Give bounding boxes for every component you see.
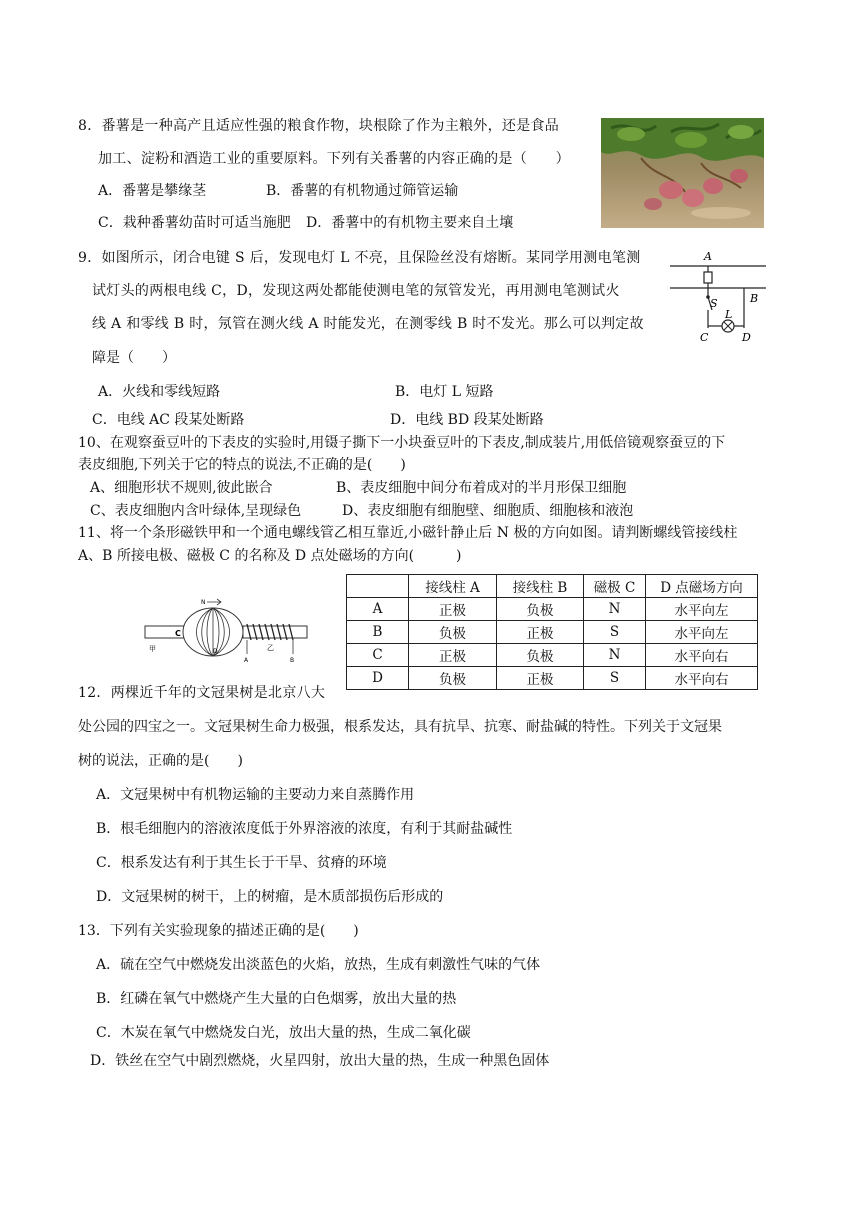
table-cell: 水平向右 bbox=[646, 644, 758, 667]
table-cell: 水平向左 bbox=[646, 621, 758, 644]
table-cell: N bbox=[584, 644, 646, 667]
magnet-solenoid-figure bbox=[143, 596, 311, 666]
table-row bbox=[347, 598, 758, 621]
table-cell bbox=[347, 575, 409, 598]
compass-label-n: N bbox=[201, 599, 206, 606]
circuit-label-b: B bbox=[750, 292, 759, 305]
table-cell: B bbox=[347, 621, 409, 644]
q12-line3: 树的说法，正确的是( ) bbox=[78, 753, 243, 769]
q8-option-d: D．番薯中的有机物主要来自土壤 bbox=[306, 215, 514, 231]
q13-option-c: C．木炭在氧气中燃烧发白光，放出大量的热，生成二氧化碳 bbox=[96, 1025, 471, 1041]
table-cell: S bbox=[584, 667, 646, 690]
q10-option-b: B、表皮细胞中间分布着成对的半月形保卫细胞 bbox=[336, 480, 627, 496]
table-cell: 磁极 C bbox=[584, 575, 646, 598]
q11-options-table bbox=[346, 574, 758, 690]
q10-option-d: D、表皮细胞有细胞壁、细胞质、细胞核和液泡 bbox=[342, 503, 634, 519]
table-row bbox=[347, 667, 758, 690]
q9-option-b: B．电灯 L 短路 bbox=[395, 384, 494, 400]
q9-line2: 试灯头的两根电线 C，D，发现这两处都能使测电笔的氖管发光，再用测电笔测试火 bbox=[92, 283, 620, 299]
q12-option-d: D．文冠果树的树干，上的树瘤，是木质部损伤后形成的 bbox=[96, 889, 444, 905]
pole-label-c: C bbox=[175, 629, 181, 638]
q13-option-d: D．铁丝在空气中剧烈燃烧，火星四射，放出大量的热，生成一种黑色固体 bbox=[90, 1053, 550, 1069]
terminal-label-b: B bbox=[290, 657, 295, 664]
circuit-label-s: S bbox=[710, 297, 718, 310]
table-cell: 正极 bbox=[409, 598, 497, 621]
q12-option-a: A．文冠果树中有机物运输的主要动力来自蒸腾作用 bbox=[96, 787, 415, 803]
table-cell: 负极 bbox=[497, 644, 584, 667]
table-cell: 正极 bbox=[409, 644, 497, 667]
table-cell: 正极 bbox=[497, 667, 584, 690]
q9-option-d: D．电线 BD 段某处断路 bbox=[390, 412, 544, 428]
q8-option-b: B．番薯的有机物通过筛管运输 bbox=[266, 183, 459, 199]
q9-line3: 线 A 和零线 B 时，氖管在测火线 A 时能发光，在测零线 B 时不发光。那么可以判定故 bbox=[92, 316, 644, 332]
table-header-row bbox=[347, 575, 758, 598]
table-cell: 负极 bbox=[409, 621, 497, 644]
table-cell: N bbox=[584, 598, 646, 621]
circuit-label-l: L bbox=[725, 308, 733, 321]
q8-option-c: C．栽种番薯幼苗时可适当施肥 bbox=[98, 215, 291, 231]
q10-line2: 表皮细胞,下列关于它的特点的说法,不正确的是( ) bbox=[78, 457, 406, 473]
q10-option-c: C、表皮细胞内含叶绿体,呈现绿色 bbox=[90, 503, 302, 519]
terminal-label-a: A bbox=[244, 657, 249, 664]
circuit-label-c: C bbox=[700, 331, 709, 344]
table-row bbox=[347, 644, 758, 667]
q9-option-a: A．火线和零线短路 bbox=[98, 384, 221, 400]
q12-option-b: B．根毛细胞内的溶液浓度低于外界溶液的浓度，有利于其耐盐碱性 bbox=[96, 821, 513, 837]
table-cell: D 点磁场方向 bbox=[646, 575, 758, 598]
q8-line2: 加工、淀粉和酒造工业的重要原料。下列有关番薯的内容正确的是（ ） bbox=[98, 151, 570, 167]
q12-line2: 处公园的四宝之一。文冠果树生命力极强，根系发达，具有抗旱、抗寒、耐盐碱的特性。下列关于文冠果 bbox=[78, 719, 722, 735]
table-cell: A bbox=[347, 598, 409, 621]
q13-option-b: B．红磷在氧气中燃烧产生大量的白色烟雾，放出大量的热 bbox=[96, 991, 457, 1007]
point-label-d: D bbox=[213, 648, 218, 655]
circuit-label-d: D bbox=[742, 331, 751, 344]
q8-line1: 8．番薯是一种高产且适应性强的粮食作物，块根除了作为主粮外，还是食品 bbox=[78, 118, 560, 134]
q11-line1: 11、将一个条形磁铁甲和一个通电螺线管乙相互靠近,小磁针静止后 N 极的方向如图。请判断螺线管接线柱 bbox=[78, 525, 738, 541]
q11-line2: A、B 所接电极、磁极 C 的名称及 D 点处磁场的方向( ) bbox=[78, 548, 462, 564]
table-cell: 负极 bbox=[497, 598, 584, 621]
table-cell: 水平向右 bbox=[646, 667, 758, 690]
q10-option-a: A、细胞形状不规则,彼此嵌合 bbox=[90, 480, 273, 496]
q9-line1: 9．如图所示，闭合电键 S 后，发现电灯 L 不亮，且保险丝没有熔断。某同学用测电笔测 bbox=[78, 250, 641, 266]
q13-line1: 13．下列有关实验现象的描述正确的是( ) bbox=[78, 923, 359, 939]
table-cell: 接线柱 A bbox=[409, 575, 497, 598]
q8-option-a: A．番薯是攀缘茎 bbox=[98, 183, 207, 199]
q10-line1: 10、在观察蚕豆叶的下表皮的实验时,用镊子撕下一小块蚕豆叶的下表皮,制成装片,用低倍镜观察蚕豆的下 bbox=[78, 435, 726, 451]
table-cell: 水平向左 bbox=[646, 598, 758, 621]
circuit-label-a: A bbox=[704, 250, 712, 263]
table-cell: D bbox=[347, 667, 409, 690]
table-cell: 接线柱 B bbox=[497, 575, 584, 598]
q12-option-c: C．根系发达有利于其生长于干旱、贫瘠的环境 bbox=[96, 855, 387, 871]
table-cell: S bbox=[584, 621, 646, 644]
circuit-diagram bbox=[668, 250, 768, 345]
q9-option-c: C．电线 AC 段某处断路 bbox=[92, 412, 245, 428]
table-cell: C bbox=[347, 644, 409, 667]
q13-option-a: A．硫在空气中燃烧发出淡蓝色的火焰，放热，生成有刺激性气味的气体 bbox=[96, 957, 541, 973]
table-cell: 负极 bbox=[409, 667, 497, 690]
q12-line1: 12．两棵近千年的文冠果树是北京八大 bbox=[78, 685, 326, 701]
table-row bbox=[347, 621, 758, 644]
sweet-potato-photo bbox=[601, 118, 764, 228]
table-cell: 正极 bbox=[497, 621, 584, 644]
q9-line4: 障是（ ） bbox=[92, 350, 176, 366]
solenoid-label-yi: 乙 bbox=[267, 644, 274, 652]
magnet-label-jia: 甲 bbox=[149, 645, 156, 653]
